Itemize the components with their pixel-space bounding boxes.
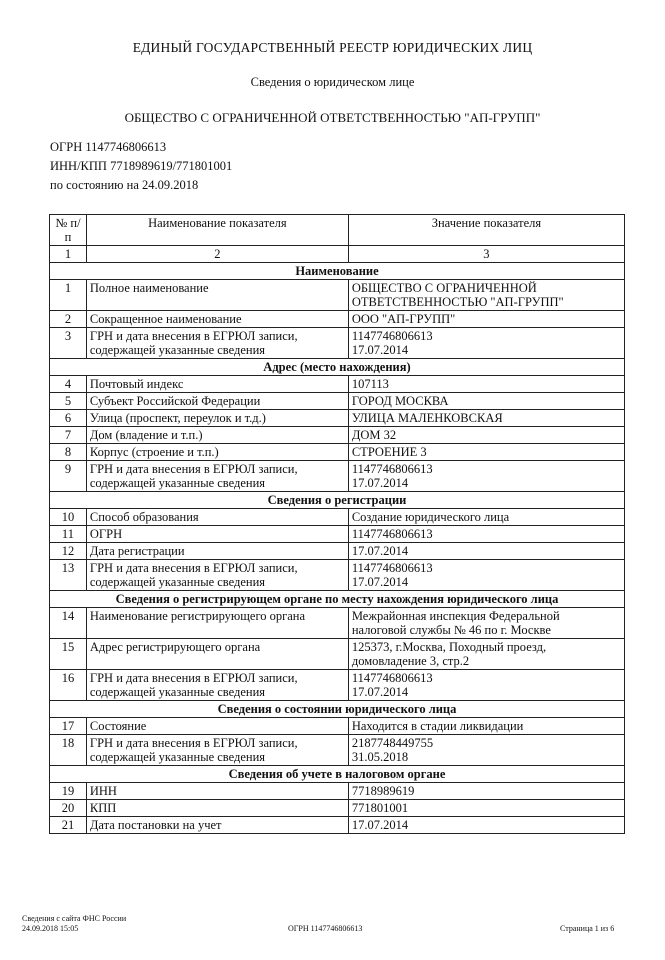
row-number: 18 [50,735,87,766]
indicator-name-line: Состояние [89,719,147,733]
indicator-name-cell [86,393,348,410]
indicator-name-cell [86,783,348,800]
row-number: 3 [50,328,87,359]
row-number: 6 [50,410,87,427]
table-row [50,376,625,393]
indicator-value-cell [348,783,624,800]
indicator-value-cell [348,670,624,701]
table-row [50,560,625,591]
indicator-value-line: 1147746806613 [351,671,433,685]
indicator-value-line: УЛИЦА МАЛЕНКОВСКАЯ [351,411,503,425]
table-row [50,526,625,543]
indicator-name-line: ГРН и дата внесения в ЕГРЮЛ записи, [89,462,298,476]
indicator-value-line: 1147746806613 [351,329,433,343]
row-number: 2 [50,311,87,328]
section-header-row [50,359,625,376]
table-row [50,670,625,701]
table-row [50,543,625,560]
footer-page-number: Страница 1 из 6 [560,924,615,933]
column-number-1: 1 [50,246,87,263]
indicator-name-line: Сокращенное наименование [89,312,242,326]
indicator-name-line: Субъект Российской Федерации [89,394,261,408]
column-header-number: № п/п [50,215,87,246]
indicator-name-line: Дата регистрации [89,544,185,558]
indicator-value-line: 17.07.2014 [351,544,409,558]
indicator-value-cell [348,427,624,444]
row-number: 10 [50,509,87,526]
indicator-value-line: 125373, г.Москва, Походный проезд, [351,640,547,654]
indicator-name-cell [86,735,348,766]
table-row [50,328,625,359]
table-row [50,393,625,410]
indicator-value-cell [348,376,624,393]
section-header-row [50,766,625,783]
indicator-name-line: Корпус (строение и т.п.) [89,445,219,459]
registry-table [49,214,625,834]
indicator-name-line: ГРН и дата внесения в ЕГРЮЛ записи, [89,736,298,750]
indicator-name-cell [86,509,348,526]
indicator-name-cell [86,427,348,444]
table-row [50,280,625,311]
row-number: 20 [50,800,87,817]
indicator-value-cell [348,509,624,526]
indicator-value-cell [348,311,624,328]
indicator-value-line: ОТВЕТСТВЕННОСТЬЮ "АП-ГРУПП" [351,295,564,309]
indicator-name-cell [86,817,348,834]
indicator-value-cell [348,560,624,591]
section-title: Сведения о регистрирующем органе по месту нахождения юридического лица [50,591,625,608]
indicator-value-line: 17.07.2014 [351,343,409,357]
meta-as-of-date: по состоянию на 24.09.2018 [50,178,199,192]
indicator-name-line: содержащей указанные сведения [89,343,266,357]
row-number: 1 [50,280,87,311]
section-title: Адрес (место нахождения) [50,359,625,376]
indicator-value-line: налоговой службы № 46 по г. Москве [351,623,551,637]
indicator-value-line: 1147746806613 [351,561,433,575]
row-number: 15 [50,639,87,670]
indicator-name-cell [86,543,348,560]
indicator-name-cell [86,328,348,359]
row-number: 8 [50,444,87,461]
table-row [50,800,625,817]
indicator-value-cell [348,526,624,543]
table-row [50,410,625,427]
indicator-name-line: содержащей указанные сведения [89,750,266,764]
indicator-value-line: 17.07.2014 [351,685,409,699]
section-header-row [50,492,625,509]
footer-source [22,914,126,934]
row-number: 5 [50,393,87,410]
indicator-value-line: 17.07.2014 [351,818,409,832]
indicator-value-line: ОБЩЕСТВО С ОГРАНИЧЕННОЙ [351,281,537,295]
indicator-name-cell [86,461,348,492]
indicator-value-cell [348,608,624,639]
indicator-name-cell [86,560,348,591]
meta-ogrn: ОГРН 1147746806613 [50,140,167,154]
indicator-value-cell [348,639,624,670]
table-row [50,735,625,766]
indicator-value-line: Находится в стадии ликвидации [351,719,524,733]
indicator-value-cell [348,393,624,410]
row-number: 13 [50,560,87,591]
table-row [50,461,625,492]
indicator-value-cell [348,280,624,311]
column-header-indicator: Наименование показателя [86,215,348,246]
indicator-value-line: 31.05.2018 [351,750,409,764]
indicator-name-cell [86,639,348,670]
indicator-name-line: Дом (владение и т.п.) [89,428,203,442]
table-row [50,311,625,328]
indicator-name-line: ГРН и дата внесения в ЕГРЮЛ записи, [89,329,298,343]
row-number: 14 [50,608,87,639]
column-number-3: 3 [348,246,624,263]
footer-ogrn: ОГРН 1147746806613 [288,924,363,933]
row-number: 21 [50,817,87,834]
indicator-value-line: 771801001 [351,801,409,815]
section-title: Сведения о состоянии юридического лица [50,701,625,718]
table-row [50,817,625,834]
indicator-value-line: ДОМ 32 [351,428,397,442]
indicator-value-cell [348,461,624,492]
meta-inn-kpp: ИНН/КПП 7718989619/771801001 [50,159,233,173]
indicator-name-line: содержащей указанные сведения [89,685,266,699]
indicator-value-line: Межрайонная инспекция Федеральной [351,609,560,623]
table-row [50,639,625,670]
indicator-name-line: Наименование регистрирующего органа [89,609,306,623]
indicator-name-cell [86,718,348,735]
indicator-name-cell [86,376,348,393]
indicator-value-cell [348,543,624,560]
indicator-name-line: Полное наименование [89,281,209,295]
table-column-numbers-row [50,246,625,263]
indicator-value-cell [348,718,624,735]
indicator-name-cell [86,670,348,701]
indicator-value-line: СТРОЕНИЕ 3 [351,445,427,459]
indicator-name-line: ОГРН [89,527,123,541]
indicator-value-cell [348,817,624,834]
indicator-value-cell [348,735,624,766]
table-row [50,509,625,526]
indicator-value-line: Создание юридического лица [351,510,510,524]
footer-source-label: Сведения с сайта ФНС России [22,914,127,923]
indicator-value-cell [348,444,624,461]
row-number: 12 [50,543,87,560]
indicator-value-line: 7718989619 [351,784,415,798]
column-header-value: Значение показателя [348,215,624,246]
indicator-value-line: домовладение 3, стр.2 [351,654,470,668]
section-header-row [50,591,625,608]
indicator-name-line: Улица (проспект, переулок и т.д.) [89,411,266,425]
indicator-name-cell [86,800,348,817]
table-row [50,608,625,639]
indicator-name-line: содержащей указанные сведения [89,476,266,490]
section-title: Сведения об учете в налоговом органе [50,766,625,783]
company-name-heading: ОБЩЕСТВО С ОГРАНИЧЕННОЙ ОТВЕТСТВЕННОСТЬЮ "АП-ГРУПП" [124,110,541,125]
section-header-row [50,263,625,280]
indicator-value-line: ООО "АП-ГРУПП" [351,312,456,326]
section-header-row [50,701,625,718]
row-number: 17 [50,718,87,735]
table-row [50,783,625,800]
indicator-value-line: 107113 [351,377,389,391]
column-number-2: 2 [86,246,348,263]
row-number: 4 [50,376,87,393]
indicator-name-line: ГРН и дата внесения в ЕГРЮЛ записи, [89,671,298,685]
registry-title: ЕДИНЫЙ ГОСУДАРСТВЕННЫЙ РЕЕСТР ЮРИДИЧЕСКИХ ЛИЦ [132,40,533,55]
row-number: 19 [50,783,87,800]
indicator-name-cell [86,608,348,639]
indicator-name-cell [86,280,348,311]
indicator-value-line: 17.07.2014 [351,476,409,490]
indicator-value-line: ГОРОД МОСКВА [351,394,449,408]
indicator-name-cell [86,444,348,461]
row-number: 11 [50,526,87,543]
table-row [50,444,625,461]
section-title: Наименование [50,263,625,280]
document-subtitle: Сведения о юридическом лице [250,75,415,89]
indicator-name-cell [86,410,348,427]
indicator-name-line: Почтовый индекс [89,377,184,391]
indicator-value-line: 17.07.2014 [351,575,409,589]
indicator-name-cell [86,526,348,543]
indicator-value-cell [348,800,624,817]
row-number: 7 [50,427,87,444]
row-number: 16 [50,670,87,701]
indicator-name-line: ИНН [89,784,117,798]
indicator-name-line: Дата постановки на учет [89,818,222,832]
indicator-value-line: 1147746806613 [351,527,433,541]
indicator-value-cell [348,410,624,427]
table-row [50,427,625,444]
indicator-name-line: КПП [89,801,117,815]
indicator-name-line: содержащей указанные сведения [89,575,266,589]
section-title: Сведения о регистрации [50,492,625,509]
indicator-value-cell [348,328,624,359]
footer-datetime: 24.09.2018 15:05 [22,924,79,933]
indicator-name-line: Адрес регистрирующего органа [89,640,261,654]
indicator-value-line: 2187748449755 [351,736,434,750]
indicator-name-cell [86,311,348,328]
table-header-row [50,215,625,246]
table-row [50,718,625,735]
row-number: 9 [50,461,87,492]
indicator-name-line: ГРН и дата внесения в ЕГРЮЛ записи, [89,561,298,575]
indicator-name-line: Способ образования [89,510,199,524]
indicator-value-line: 1147746806613 [351,462,433,476]
